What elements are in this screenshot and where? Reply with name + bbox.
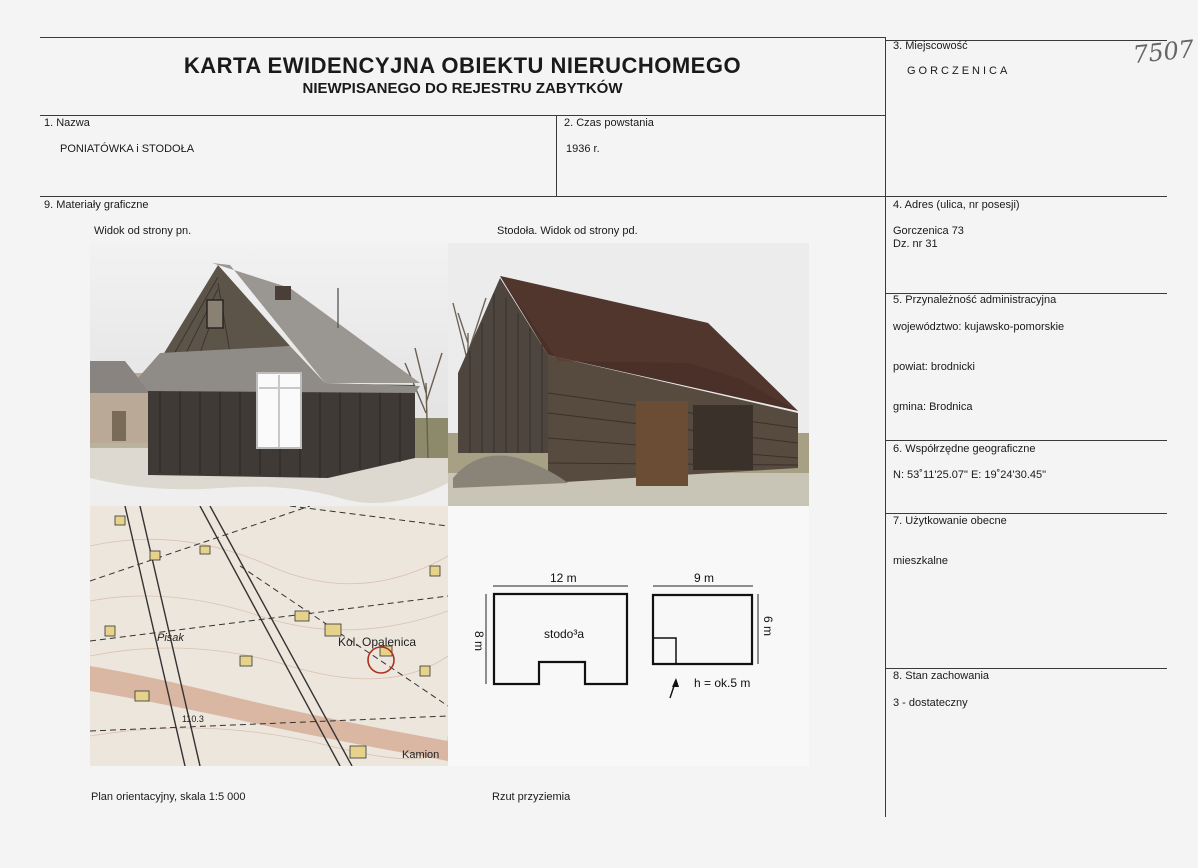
card-title: KARTA EWIDENCYJNA OBIEKTU NIERUCHOMEGO: [183, 53, 742, 78]
catalog-number: 7507: [1131, 34, 1196, 70]
field-value-stan: 3 - dostateczny: [893, 697, 968, 709]
field-label-przynaleznosc: 5. Przynależność administracyjna: [893, 294, 1057, 306]
map-label-elevation: 110.3: [182, 714, 204, 724]
field-value-gmina: gmina: Brodnica: [893, 401, 973, 413]
caption-barn: Stodoła. Widok od strony pd.: [497, 225, 638, 237]
rule: [886, 513, 1167, 514]
map-label-pisak: Pisak: [157, 632, 184, 644]
field-label-czas: 2. Czas powstania: [564, 117, 654, 129]
field-label-miejscowosc: 3. Miejscowość: [893, 40, 968, 52]
column-divider: [556, 115, 557, 196]
floor-plan: [448, 506, 809, 766]
rule: [886, 440, 1167, 441]
plan-depth-house: 6 m: [761, 616, 775, 637]
plan-width-house: 9 m: [694, 571, 715, 585]
plan-width-barn: 12 m: [550, 571, 577, 585]
field-label-materialy: 9. Materiały graficzne: [44, 199, 149, 211]
rule: [886, 668, 1167, 669]
field-value-powiat: powiat: brodnicki: [893, 361, 975, 373]
plan-room-label: stodo³a: [544, 627, 585, 641]
map-label-kamion: Kamion: [402, 749, 440, 761]
field-value-wojewodztwo: województwo: kujawsko-pomorskie: [893, 321, 1065, 333]
field-value-miejscowosc: GORCZENICA: [907, 65, 1011, 77]
photo-barn: [448, 243, 809, 506]
photo-house: [90, 243, 448, 506]
field-value-uzytkowanie: mieszkalne: [893, 555, 949, 567]
field-value-wspolrzedne: N: 53˚11'25.07" E: 19˚24'30.45": [893, 469, 1047, 481]
caption-plan: Rzut przyziemia: [492, 791, 571, 803]
field-value-adres-2: Dz. nr 31: [893, 238, 938, 250]
map-label-opalenica: Kol. Opalenica: [338, 635, 417, 649]
field-label-nazwa: 1. Nazwa: [44, 117, 90, 129]
plan-height-label: h = ok.5 m: [694, 676, 751, 690]
rule: [40, 115, 885, 116]
field-value-nazwa: PONIATÓWKA i STODOŁA: [60, 143, 195, 155]
caption-house: Widok od strony pn.: [94, 225, 192, 237]
rule: [40, 196, 1167, 197]
field-label-wspolrzedne: 6. Współrzędne geograficzne: [893, 443, 1036, 455]
field-label-uzytkowanie: 7. Użytkowanie obecne: [893, 515, 1007, 527]
caption-map: Plan orientacyjny, skala 1:5 000: [91, 791, 246, 803]
column-divider: [885, 37, 886, 817]
field-value-adres-1: Gorczenica 73: [893, 225, 964, 237]
field-label-stan: 8. Stan zachowania: [893, 670, 990, 682]
rule: [40, 37, 885, 38]
field-label-adres: 4. Adres (ulica, nr posesji): [893, 199, 1020, 211]
plan-depth-barn: 8 m: [472, 631, 486, 652]
card-subtitle: NIEWPISANEGO DO REJESTRU ZABYTKÓW: [302, 80, 623, 97]
orientation-map: [90, 506, 448, 766]
field-value-czas: 1936 r.: [566, 143, 600, 155]
